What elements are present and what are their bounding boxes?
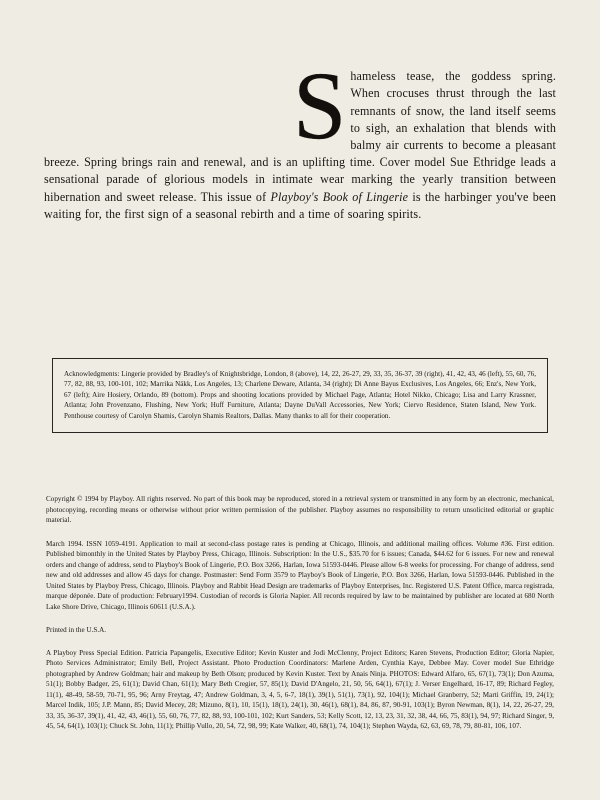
editorial-block (44, 52, 557, 235)
dropcap-paragraph (44, 52, 557, 223)
printed-in-line: Printed in the U.S.A. (46, 626, 107, 634)
acknowledgments-text: Acknowledgments: Lingerie provided by Bradley's of Knightsbridge, London, 8 (above), 14, 22, 26-27, 29, 33, 35, 36-37, 39 (right), 41, 42, 43, 46 (left), 55, 60, 76, 77, 82, 88, 93, 100-101, 102; Marrika Näkk, Los Angeles, 13; Charlene Deware, Atlanta, 34 (right); Di Anne Bayus Exclusives, Los Angeles, 66; Enz's, New York, 67 (left); Aire Hosiery, Orlando, 89 (bottom). Props and shooting locations provided by Michael Page, Atlanta; Hotel Nikko, Chicago; Lisa and Larry Krassner, Atlanta; John Provenzano, Flushing, New York; Huff Furniture, Atlanta; Dayne DuVall Accessories, New York; Ciervo Residence, Staten Island, New York. Penthouse courtesy of Carolyn Shamis, Carolyn Shamis Realtors, Dallas. Many thanks to all for their cooperation. (64, 370, 536, 420)
credits-paragraph: A Playboy Press Special Edition. Patricia Papangelis, Executive Editor; Kevin Kuster and Jodi McClenny, Project Editors; Karen Stevens, Production Editor; Gloria Napier, Photo Services Administrator; Emily Bell, Project Assistant. Photo Production Coordinators: Marlene Arden, Cynthia Kaye, Debbee May. Cover model Sue Ethridge photographed by Andrew Goldman; hair and makeup by Beth Olson; produced by Kevin Kuster. Text by Anais Ninja. PHOTOS: Edward Alfaro, 65, 67(1), 73(1); Don Azuma, 51(1); Bobby Badger, 25, 61(1); David Chan, 61(1); Mary Beth Cregier, 57, 85(1); David D'Angelo, 21, 50, 56, 64(1), 67(1); J. Verser Engelhard, 16-17, 89; Richard Fegley, 11(1), 48-49, 58-59, 70-71, 95, 96; Arny Freytag, 47; Andrew Goldman, 3, 4, 5, 6-7, 18(1), 39(1), 51(1), 73(1), 92, 104(1); Michael Granberry, 52; Marti Griffin, 19, 24(1); Marcel Indik, 105; J.P. Mann, 85; David Mecey, 28; Mizuno, 8(1), 10, 15(1), 18(1), 24(1), 30, 46(1), 68(1), 84, 86, 87, 90-91, 103(1); Byron Newman, 8(1), 14, 22, 26-27, 29, 33, 35, 36-37, 39(1), 41, 42, 43, 46(1), 55, 60, 76, 77, 82, 88, 93, 100-101, 102; Kurt Sanders, 53; Kelly Scott, 12, 13, 23, 31, 32, 38, 44, 66, 75, 83(1), 94, 97; Richard Singer, 9, 45, 54, 64(1), 103(1); Chuck St. John, 11(1); Phillip Vullo, 20, 54, 72, 98, 99; Kate Walker, 40, 68(1), 74, 104(1); Stephen Wayda, 62, 63, 69, 78, 79, 80-81, 106, 107. (46, 648, 554, 730)
acknowledgments-box (52, 358, 548, 433)
colophon-block (46, 494, 554, 732)
editorial-title-italic: Playboy's Book of Lingerie (270, 189, 409, 204)
editorial-body-part1: hameless tease, the goddess spring. When crocuses thrust through the last remnants of snow, the land itself seems to sigh, an exhalation that blends with balmy air currents to become a pleasant breeze. Spring brings rain and renewal, and is an uplifting time. Cover model Sue Ethridge leads a sensational parade of glorious models in intimate wear marking the yearly transition between hibernation and sweet release. This issue of (44, 69, 556, 204)
publication-info-paragraph: March 1994. ISSN 1059-4191. Application to mail at second-class postage rates is pending at Chicago, Illinois, and additional mailing offices. Volume #36. First edition. Published bimonthly in the United States by Playboy Press, Chicago, Illinois. Subscription: In the U.S., $35.70 for 6 issues; Canada, $44.62 for 6 issues. For new and renewal orders and change of address, send to Playboy's Book of Lingerie, P.O. Box 3266, Harlan, Iowa 51593-0446. Please allow 6-8 weeks for processing. For change of address, send new and old addresses and allow 45 days for change. Postmaster: Send Form 3579 to Playboy's Book of Lingerie, P.O. Box 3266, Harlan, Iowa 51593-0446. Published in the United States by Playboy Press, Chicago, Illinois. Playboy and Rabbit Head Design are trademarks of Playboy Enterprises, Inc. Registered U.S. Patent Office, marca registrada, marque déponée. Date of production: February1994. Custodian of records is Gloria Napier. All records required by law to be maintained by publisher are located at 680 North Lake Shore Drive, Chicago, Illinois 60611 (U.S.A.). (46, 539, 554, 611)
editorial-body-part2: is the harbinger you've been waiting for, the first sign of a seasonal rebirth and a time of soaring spirits. (44, 189, 557, 221)
copyright-paragraph: Copyright © 1994 by Playboy. All rights reserved. No part of this book may be reproduced, stored in a retrieval system or transmitted in any form by an electronic, mechanical, photocopying, recording means or otherwise without prior written permission of the publisher. Playboy assumes no responsibility to return unsolicited editorial or graphic material. (46, 495, 554, 524)
drop-cap-letter: S (293, 52, 347, 160)
